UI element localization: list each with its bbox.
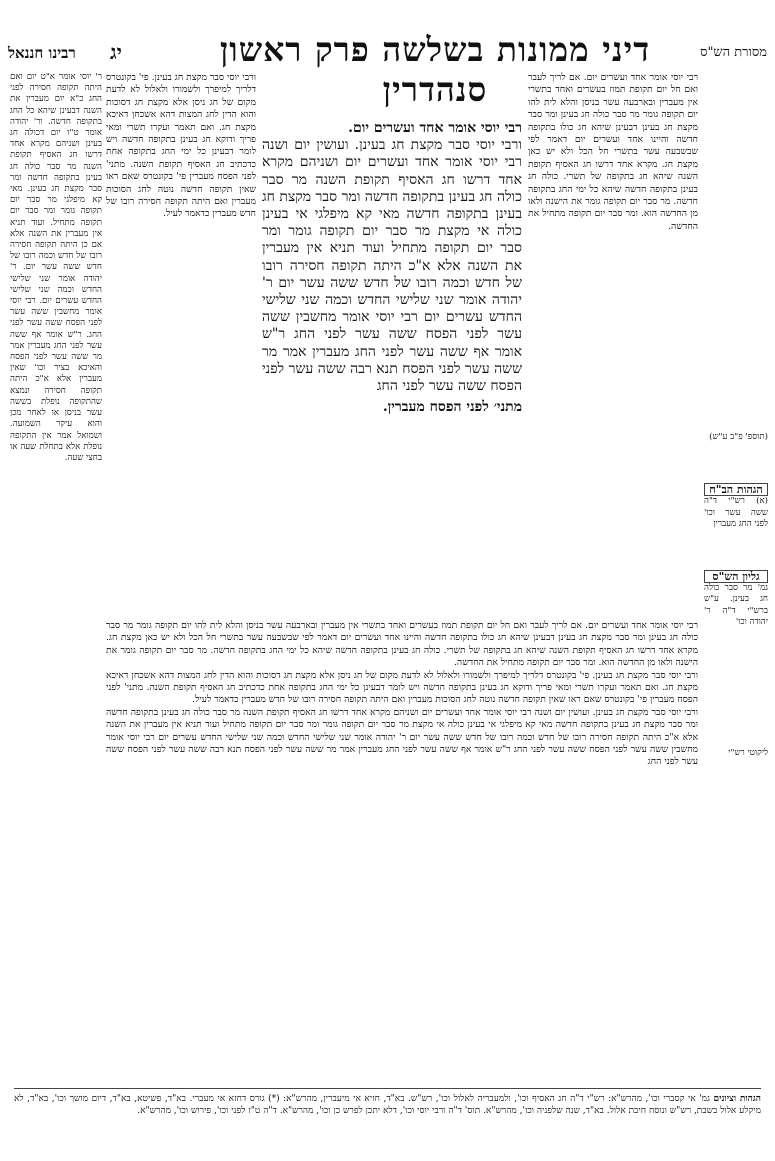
rabbeinu-chananel-column [10, 72, 102, 1082]
gemara-text: ורבי יוסי סבר מקצת חג בעינן. ועושין יום ושנה רבי יוסי אומר אחד ועשרים יום ושניהם מקרא אחד דרשו חג האסיף תקופת השנה מר סבר כולה חג בעינן בתקופה חדשה ומר סבר מקצת חג בעינן בתקופה חדשה מאי קא מיפלגי אי בעינן כולה אי מקצת מר סבר יום תקופה גומר ומר סבר יום תקופה מתחיל ועוד תניא אין מעברין את השנה אלא א"כ היתה תקופה חסירה רובו של חדש וכמה רובו של חדש ששה עשר יום ר' יהודה אומר שני שלישי החדש וכמה שני שלישי החדש עשרים יום רבי יוסי אומר מחשבין ששה עשר לפני הפסח ששה עשר לפני החג ר"ש אומר אף ששה עשר לפני החג מעברין אמר מר ששה עשר לפני הפסח תנא רבה ששה עשר לפני הפסח ששה עשר לפני החג [262, 137, 522, 395]
footer-divider [14, 1088, 761, 1089]
gilyon-hashas-text: גמ' מר סבר כולה חג בעינן. ע"ש ברש"י ד"ה ר' יהודה וכו' [704, 583, 768, 627]
hagahot-habach-text: (א) רש"י ד"ה ששה עשר וכו' לפני החג מעברין [704, 496, 768, 529]
gemara-opening: רבי יוסי אומר אחד ועשרים יום. [348, 120, 522, 136]
hagahot-habach-title: הגהות הב"ח [704, 483, 768, 496]
masoret-column [704, 72, 768, 1082]
tosafot-column [106, 72, 256, 612]
masoret-header: מסורת הש"ס [700, 45, 767, 60]
footer-text: גמ' אי קסברי וכו', מהרש"א: רש"י ד"ה חג האסיף וכו', ולמעבריה לאלול וכו', רש"ש. בא"ד, חזיא אי מיעברין, מהרש"א: (*) גורס דחזא אי מעברי. בא"ד, פשיטא, בא"ד, דיום מושך וכו', בא"ד, לא מיקלע אלול בשבת, רש"ש ונוסח חיבת אלול. בא"ד, שנה שלפניה וכו', מהרש"א. תוס' ד"ה ורבי יוסי וכו', דלא יתכן לפרש כן וכו', מהרש"א. ד"ה ט"ז לפני וכו', פירוש וכו', מהרש"א. [14, 1094, 761, 1116]
lower-gemara-text: ורבי יוסי סבר מקצת חג בעינן. ועושין יום ושנה רבי יוסי אומר אחד ועשרים יום ושניהם מקרא אחד דרשו חג האסיף תקופת השנה מר סבר כולה חג בעינן בתקופה חדשה ומר סבר מקצת חג בעינן בתקופה חדשה מאי קא מיפלגי אי בעינן כולה אי מקצת מר סבר יום תקופה גומר ומר סבר יום תקופה מתחיל ועוד תניא אין מעברין את השנה אלא א"כ היתה תקופה חסירה רובו של חדש וכמה רובו של חדש ששה עשר יום ר' יהודה אומר שני שלישי החדש וכמה שני שלישי החדש עשרים יום רבי יוסי אומר מחשבין ששה עשר לפני הפסח ששה עשר לפני החג ר"ש אומר אף ששה עשר לפני החג מעברין אמר מר ששה עשר לפני הפסח תנא רבה ששה עשר לפני הפסח ששה עשר לפני החג [106, 706, 698, 768]
masoret-note-1: (תוספ' פ"ב ע"ש) [709, 432, 768, 442]
likutei-rashi-label: ליקוטי רש"י [728, 748, 768, 759]
tosafot-text: ורבי יוסי סבר מקצת חג בעינן. פי' בקונטרס דלריך למיפרך ולשמורו ולאלול לא לדעת מקום של חג ניסן אלא מקצת חג דסוכות והוא הדין לחג המצות דהא אשכחן דאיכא מקצת חג. ואם תאמר ועקרו תשרי ומאי פריך ודוקא חג בעינן בתקופה חדשה ויש לומר דבעינן כל ימי החג בתקופה אחת כדכתיב חג האסיף תקופת השנה. מתני' לפני הפסח מעברין פי' בקונטרס שאם ראו שאין תקופה חדשה נוטה לחג הסוכות מעברין ואם היתה תקופה חסירה רובו של חדש מעברין כדאמר לעיל. [106, 72, 256, 220]
lower-rashi-text: רבי יוסי אומר אחד ועשרים יום. אם לריך לעבר ואם חל יום תקופת תמוז בעשרים ואחד בתשרי אין מעברין ובארבעה עשר בניסן והלא לית להו יום תקופה גומר מר סבר כולה חג בעינן ומר סבר מקצת חג בעינן דבעינן שיהא חג כולו בתקופה חדשה והיינו אחד ועשרים יום דאמר לפי שבשבעה עשר בתשרי חל הכל ולא יש כאן מקצת חג. מקרא אחד דרשו חג האסיף תקופת השנה שיהא חג בתקופה של תשרי. כולה חג בעינן בתקופה חדשה שיהא כל ימי החג בתקופה חדשה. מר סבר יום תקופה גומר את הישנה ולאו מן החדשה הוא. ומר סבר יום תקופה מתחיל את החדשה. [106, 620, 698, 669]
gemara-column [262, 120, 522, 610]
rashi-column [528, 72, 698, 612]
page-number: יג [110, 40, 122, 64]
commentary-name-header: רבינו חננאל [8, 44, 76, 62]
lower-commentary [106, 620, 698, 1080]
footer-title: הגהות וציונים [713, 1094, 761, 1104]
lower-tosafot-text: ורבי יוסי סבר מקצת חג בעינן. פי' בקונטרס דלריך למיפרך ולשמורו ולאלול לא לדעת מקום של חג ניסן אלא מקצת חג דסוכות והוא הדין לחג המצות דהא אשכחן דאיכא מקצת חג. ואם תאמר ועקרו תשרי ומאי פריך ודוקא חג בעינן בתקופה חדשה ויש לומר דבעינן כל ימי החג בתקופה אחת כדכתיב חג האסיף תקופת השנה. מתני' לפני הפסח מעברין פי' בקונטרס שאם ראו שאין תקופה חדשה נוטה לחג הסוכות מעברין ואם היתה תקופה חסירה רובו של חדש מעברין כדאמר לעיל. [106, 669, 698, 706]
rabbeinu-chananel-text: ר' יוסי אומר א"ט יום ואם היתה תקופה חסירה לפני החג כ"א יום מעברין את השנה דבעינן שיהא כל החג בתקופה חדשה. ור' יהודה אומר ט"ו יום דכולה חג בעינן ושניהם מקרא אחד דרשו חג האסיף תקופת השנה מר סבר כולה חג בעינן בתקופה חדשה ומר סבר מקצת חג בעינן. מאי קא מיפלגי מר סבר יום תקופה גומר ומר סבר יום תקופה מתחיל. ועוד תניא אין מעברין את השנה אלא אם כן היתה תקופה חסירה רובו של חדש וכמה רובו של חדש ששה עשר יום. ר' יהודה אומר שני שלישי החדש וכמה שני שלישי החדש עשרים יום. רבי יוסי אומר מחשבין ששה עשר לפני הפסח ששה עשר לפני החג. ר"ש אומר אף ששה עשר לפני החג מעברין אמר מר ששה עשר לפני הפסח והאיכא בציר וכו' שאין מעברין אלא א"כ היתה תקופה חסירה ונמצא שהתקופה נופלת בששה עשר בניסן או לאחר מכן והוא עיקר השמועה. ושמואל אמר אין התקופה נופלת אלא בתחלת שעה או בחצי שעה. [10, 72, 102, 463]
mishna-label: מתני׳ לפני הפסח מעברין. [382, 399, 522, 416]
footer-notes [14, 1093, 761, 1117]
gilyon-hashas-title: גליון הש"ס [704, 570, 768, 583]
rashi-text: רבי יוסי אומר אחד ועשרים יום. אם לריך לעבר ואם חל יום תקופת תמוז בעשרים ואחד בתשרי אין מעברין ובארבעה עשר בניסן והלא לית להו יום תקופה גומר מר סבר כולה חג בעינן ומר סבר מקצת חג בעינן דבעינן שיהא חג כולו בתקופה חדשה והיינו אחד ועשרים יום דאמר לפי שבשבעה עשר בתשרי חל הכל ולא יש כאן מקצת חג. מקרא אחד דרשו חג האסיף תקופת השנה שיהא חג בתקופה של תשרי. כולה חג בעינן בתקופה חדשה שיהא כל ימי החג בתקופה חדשה. מר סבר יום תקופה גומר את הישנה ולאו מן החדשה הוא. ומר סבר יום תקופה מתחיל את החדשה. [528, 72, 698, 232]
page-title: דיני ממונות בשלשה פרק ראשון סנהדרין [219, 30, 651, 109]
